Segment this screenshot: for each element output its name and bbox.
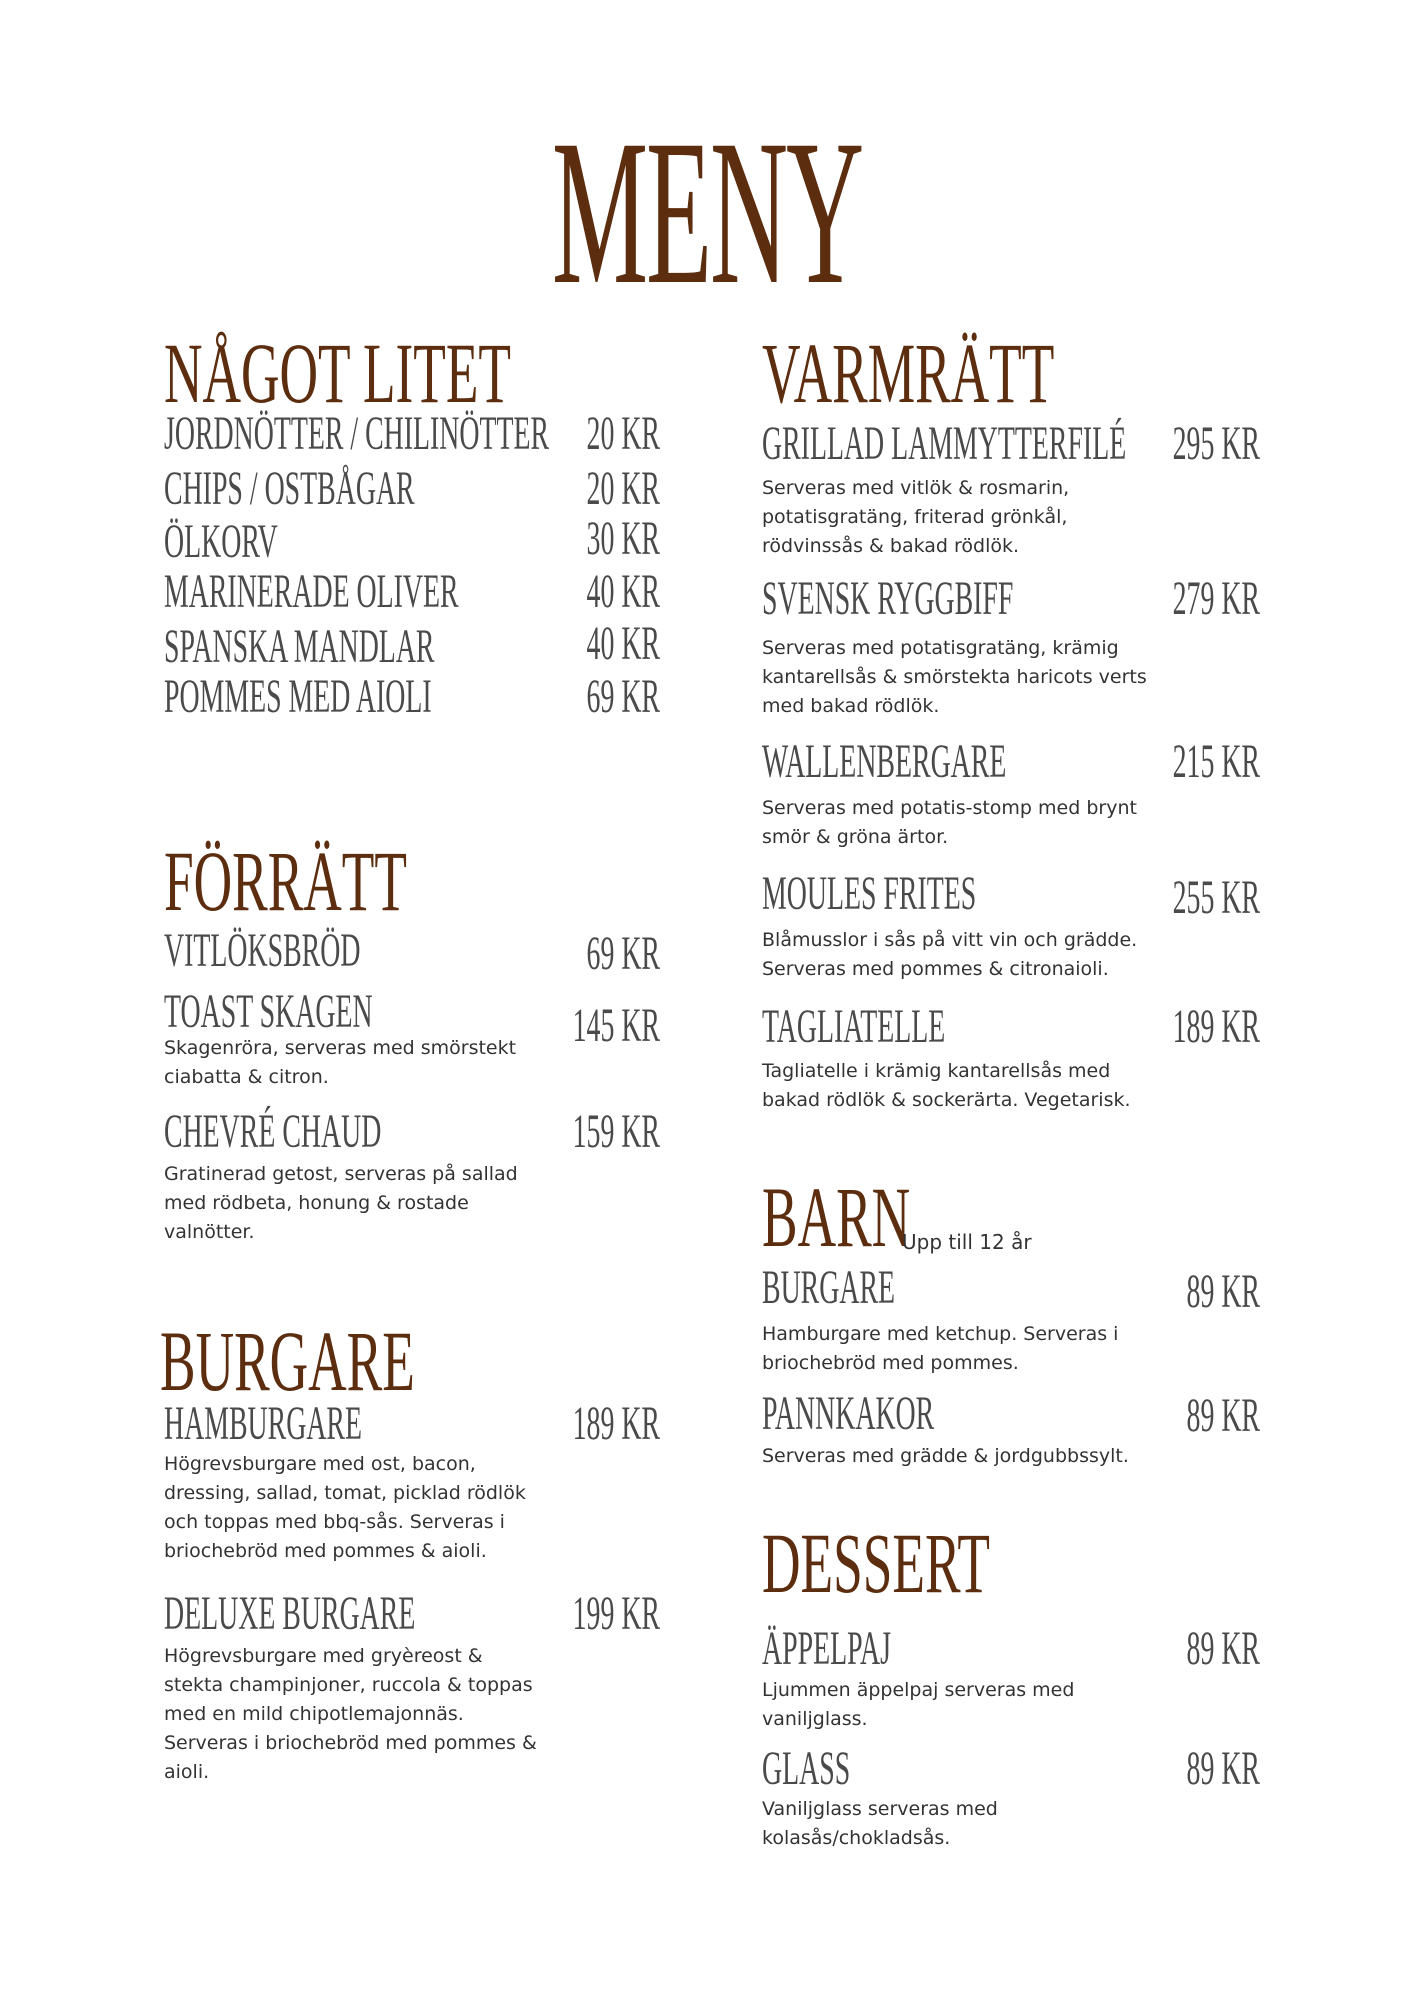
menu-item-description: Tagliatelle i krämig kantarellsås med bakad rödlök & sockerärta. Vegetarisk.	[762, 1060, 1131, 1111]
menu-item-description: Högrevsburgare med gryèreost & stekta champinjoner, ruccola & toppas med en mild chipotlemajonnäs. Serveras i briochebröd med pommes & aioli.	[164, 1645, 537, 1783]
section-title-nagot-litet: NÅGOT LITET	[164, 325, 511, 421]
menu-item-name: SVENSK RYGGBIFF	[762, 572, 1014, 625]
menu-item-name: WALLENBERGARE	[762, 735, 1007, 788]
section-title-barn: BARN	[762, 1169, 911, 1265]
menu-item-name: CHEVRÉ CHAUD	[164, 1105, 382, 1158]
menu-item-description: Högrevsburgare med ost, bacon, dressing, sallad, tomat, picklad rödlök och toppas med bbq-sås. Serveras i briochebröd med pommes & aioli.	[164, 1453, 526, 1562]
menu-item-price: 215 KR	[1172, 735, 1260, 788]
page-title: MENY	[551, 97, 863, 327]
menu-item-description: Ljummen äppelpaj serveras med vaniljglass.	[762, 1679, 1075, 1730]
menu-item-name: DELUXE BURGARE	[164, 1587, 416, 1640]
menu-item-description: Serveras med vitlök & rosmarin, potatisgratäng, friterad grönkål, rödvinssås & bakad rödlök.	[762, 477, 1070, 557]
age-note: Upp till 12 år	[902, 1230, 1032, 1254]
menu-item-price: 145 KR	[572, 999, 660, 1052]
menu-item-description: Gratinerad getost, serveras på sallad med rödbeta, honung & rostade valnötter.	[164, 1163, 518, 1243]
menu-item-description: Skagenröra, serveras med smörstekt ciabatta & citron.	[164, 1037, 517, 1088]
menu-item-price: 69 KR	[586, 927, 660, 980]
menu-item-description: Blåmusslor i sås på vitt vin och grädde. Serveras med pommes & citronaioli.	[762, 929, 1138, 980]
menu-item-price: 40 KR	[586, 565, 660, 618]
menu-item-description: Hamburgare med ketchup. Serveras i briochebröd med pommes.	[762, 1323, 1119, 1374]
menu-item-name: PANNKAKOR	[762, 1387, 935, 1440]
menu-item-name: MOULES FRITES	[762, 867, 977, 920]
menu-item-price: 89 KR	[1186, 1742, 1260, 1795]
menu-item-name: CHIPS / OSTBÅGAR	[164, 462, 415, 515]
menu-item-name: GRILLAD LAMMYTTERFILÉ	[762, 417, 1127, 470]
menu-item-price: 295 KR	[1172, 417, 1260, 470]
menu-item-name: MARINERADE OLIVER	[164, 565, 459, 618]
menu-item-price: 255 KR	[1172, 871, 1260, 924]
menu-item-name: VITLÖKSBRÖD	[164, 924, 361, 977]
menu-item-name: GLASS	[762, 1742, 851, 1795]
menu-item-price: 89 KR	[1186, 1389, 1260, 1442]
section-title-varmratt: VARMRÄTT	[762, 325, 1055, 421]
menu-item-price: 20 KR	[586, 407, 660, 460]
menu-item-name: BURGARE	[762, 1261, 896, 1314]
menu-item-price: 40 KR	[586, 617, 660, 670]
section-title-burgare: BURGARE	[160, 1313, 415, 1409]
menu-item-name: TOAST SKAGEN	[164, 985, 373, 1038]
section-title-dessert: DESSERT	[762, 1515, 990, 1611]
menu-item-price: 30 KR	[586, 512, 660, 565]
section-title-forratt: FÖRRÄTT	[164, 833, 407, 929]
menu-item-price: 189 KR	[572, 1397, 660, 1450]
menu-item-price: 189 KR	[1172, 1000, 1260, 1053]
menu-item-price: 199 KR	[572, 1587, 660, 1640]
menu-item-name: HAMBURGARE	[164, 1397, 362, 1450]
menu-item-price: 20 KR	[586, 462, 660, 515]
menu-item-price: 279 KR	[1172, 572, 1260, 625]
menu-item-description: Serveras med grädde & jordgubbssylt.	[762, 1445, 1129, 1467]
menu-item-name: POMMES MED AIOLI	[164, 670, 432, 723]
menu-item-price: 89 KR	[1186, 1622, 1260, 1675]
menu-item-price: 89 KR	[1186, 1265, 1260, 1318]
menu-item-name: ÄPPELPAJ	[762, 1622, 891, 1675]
menu-item-price: 69 KR	[586, 670, 660, 723]
menu-item-description: Vaniljglass serveras med kolasås/chokladsås.	[762, 1798, 998, 1849]
menu-item-price: 159 KR	[572, 1105, 660, 1158]
menu-item-name: JORDNÖTTER / CHILINÖTTER	[164, 407, 550, 460]
menu-item-name: ÖLKORV	[164, 515, 278, 568]
menu-item-description: Serveras med potatisgratäng, krämig kantarellsås & smörstekta haricots verts med bakad rödlök.	[762, 637, 1147, 717]
menu-item-description: Serveras med potatis-stomp med brynt smör & gröna ärtor.	[762, 797, 1137, 848]
menu-item-name: SPANSKA MANDLAR	[164, 620, 435, 673]
menu-item-name: TAGLIATELLE	[762, 1000, 946, 1053]
